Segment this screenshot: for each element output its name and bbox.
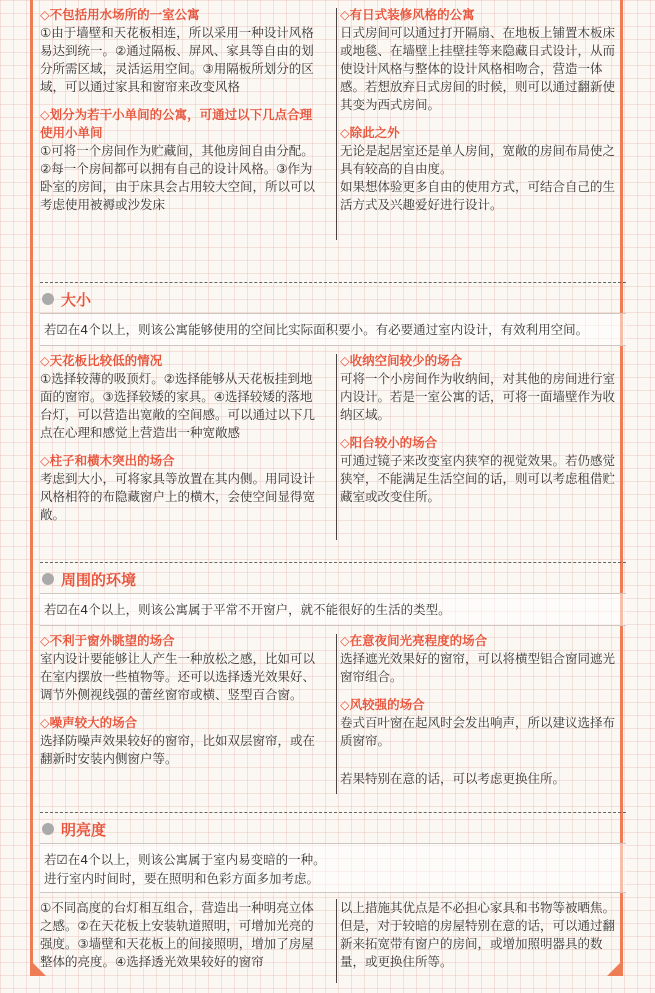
section-header-env — [40, 565, 626, 593]
bright-section — [40, 893, 626, 989]
heading-small-rooms: ◇划分为若干小单间的公寓，可通过以下几点合理使用小单间 — [40, 107, 313, 140]
text-storage: 可将一个小房间作为收纳间，对其他的房间进行室内设计。若是一室公寓的话，可将一面墙壁作为收纳区域。 — [340, 371, 616, 422]
section-title-size: 大小 — [61, 290, 92, 309]
text-night-light: 选择遮光效果好的窗帘，可以将横型铝合窗同遮光窗帘组合。 — [340, 651, 616, 684]
heading-wind: ◇风较强的场合 — [340, 697, 425, 712]
intro-box-bright — [40, 843, 626, 893]
env-right-column — [330, 632, 626, 802]
text-renovation: 但是，对于较暗的房屋特别在意的话，可以通过翻新来拓宽带有窗户的房间，或增加照明器具的数量，或更换住所等。 — [340, 918, 616, 969]
text-lighting-tips: ①不同高度的台灯相互组合，营造出一种明亮立体之感。②在天花板上安装轨道照明，可增加光亮的强度。③墙壁和天花板上的间接照明，增加了房屋整体的亮度。④选择透光效果较好的窗帘 — [40, 900, 314, 969]
text-one-room: ①由于墙壁和天花板相连，所以采用一种设计风格易达到统一。②通过隔板、屏风、家具等自由的划分所需区域，灵活运用空间。③用隔板所划分的区域，可以通过家具和窗帘来改变风格 — [40, 25, 314, 94]
text-pillars: 考虑到大小，可将家具等放置在其内侧。用同设计风格相符的布隐藏窗户上的横木，会使空间显得宽敞。 — [40, 471, 316, 522]
text-other-2: 如果想体验更多自由的使用方式，可结合自己的生活方式及兴趣爱好进行设计。 — [340, 179, 616, 212]
text-japanese-style: 日式房间可以通过打开隔扇、在地板上铺置木板床或地毯、在墙壁上挂壁挂等来隐藏日式设计，从而使设计风格与整体的设计风格相吻合，营造一体感。若想放弃日式房间的时候，则可以通过翻新使其变为西式房间。 — [340, 25, 616, 112]
bullet-dot-icon — [42, 823, 54, 835]
section-divider — [40, 812, 626, 813]
bullet-dot-icon — [42, 573, 54, 585]
text-low-ceiling: ①选择较薄的吸顶灯。②选择能够从天花板挂到地面的窗帘。③选择较矮的家具。④选择较矮的落地台灯，可以营造出宽敞的空间感。可以通过以下几点在心理和感觉上营造出一种宽敞感 — [40, 371, 316, 440]
intro-line-2: 进行室内时间时，要在照明和色彩方面多加考虑。 — [44, 871, 320, 886]
left-accent-bar — [30, 0, 33, 976]
heading-low-ceiling: ◇天花板比较低的情况 — [40, 353, 163, 368]
heading-balcony: ◇阳台较小的场合 — [340, 435, 438, 450]
env-left-column — [40, 632, 330, 802]
heading-japanese-style: ◇有日式装修风格的公寓 — [340, 7, 475, 22]
heading-storage: ◇收纳空间较少的场合 — [340, 353, 463, 368]
text-advantages: 以上措施其优点是不必担心家具和书物等被晒焦。 — [340, 900, 616, 915]
section-header-size — [40, 285, 626, 313]
heading-view: ◇不利于窗外眺望的场合 — [40, 633, 175, 648]
intro-box-env — [40, 593, 626, 626]
section-title-bright: 明亮度 — [61, 820, 107, 839]
intro-text-bright — [40, 844, 626, 892]
section-title-env: 周围的环境 — [61, 570, 137, 589]
size-right-column — [330, 352, 626, 550]
column-divider — [336, 8, 337, 240]
intro-line-1: 若☑在4个以上，则该公寓属于室内易变暗的一种。 — [44, 852, 326, 867]
heading-other: ◇除此之外 — [340, 125, 400, 140]
text-move: 若果特别在意的话，可以考虑更换住所。 — [340, 771, 566, 786]
heading-one-room: ◇不包括用水场所的一室公寓 — [40, 7, 200, 22]
top-right-column — [330, 6, 626, 282]
text-view: 室内设计要能够让人产生一种放松之感，比如可以在室内摆放一些植物等。还可以选择透光效果好、调节外侧视线强的蕾丝窗帘或横、竖型百合窗。 — [40, 651, 316, 702]
page-content — [40, 0, 626, 993]
intro-box-size — [40, 313, 626, 346]
section-header-bright — [40, 815, 626, 843]
top-left-column — [40, 6, 330, 282]
env-section — [40, 626, 626, 802]
intro-text-env: 若☑在4个以上，则该公寓属于平常不开窗户，就不能很好的生活的类型。 — [40, 594, 626, 625]
intro-text-size: 若☑在4个以上，则该公寓能够使用的空间比实际面积要小。有必要通过室内设计，有效利用空间。 — [40, 314, 626, 345]
column-divider — [336, 634, 337, 794]
text-balcony: 可通过镜子来改变室内狭窄的视觉效果。若仍感觉狭窄，不能满足生活空间的话，则可以考虑租借贮藏室或改变住所。 — [340, 453, 616, 504]
heading-pillars: ◇柱子和横木突出的场合 — [40, 453, 175, 468]
text-wind: 卷式百叶窗在起风时会发出响声，所以建议选择布质窗帘。 — [340, 715, 616, 748]
text-other: 无论是起居室还是单人房间，宽敞的房间布局使之具有较高的自由度。 — [340, 143, 616, 176]
bullet-dot-icon — [42, 293, 54, 305]
text-small-rooms: ①可将一个房间作为贮藏间，其他房间自由分配。②每一个房间都可以拥有自己的设计风格。③作为卧室的房间，由于床具会占用较大空间，所以可以考虑使用被褥或沙发床 — [40, 143, 316, 212]
size-left-column — [40, 352, 330, 550]
heading-noise: ◇噪声较大的场合 — [40, 715, 138, 730]
heading-night-light: ◇在意夜间光亮程度的场合 — [340, 633, 488, 648]
bright-left-column — [40, 899, 330, 989]
top-section — [40, 0, 626, 282]
section-divider — [40, 282, 626, 283]
bright-right-column — [330, 899, 626, 989]
section-divider — [40, 562, 626, 563]
size-section — [40, 346, 626, 550]
column-divider — [336, 899, 337, 983]
column-divider — [336, 354, 337, 540]
text-noise: 选择防噪声效果较好的窗帘，比如双层窗帘，或在翻新时安装内侧窗户等。 — [40, 733, 316, 766]
